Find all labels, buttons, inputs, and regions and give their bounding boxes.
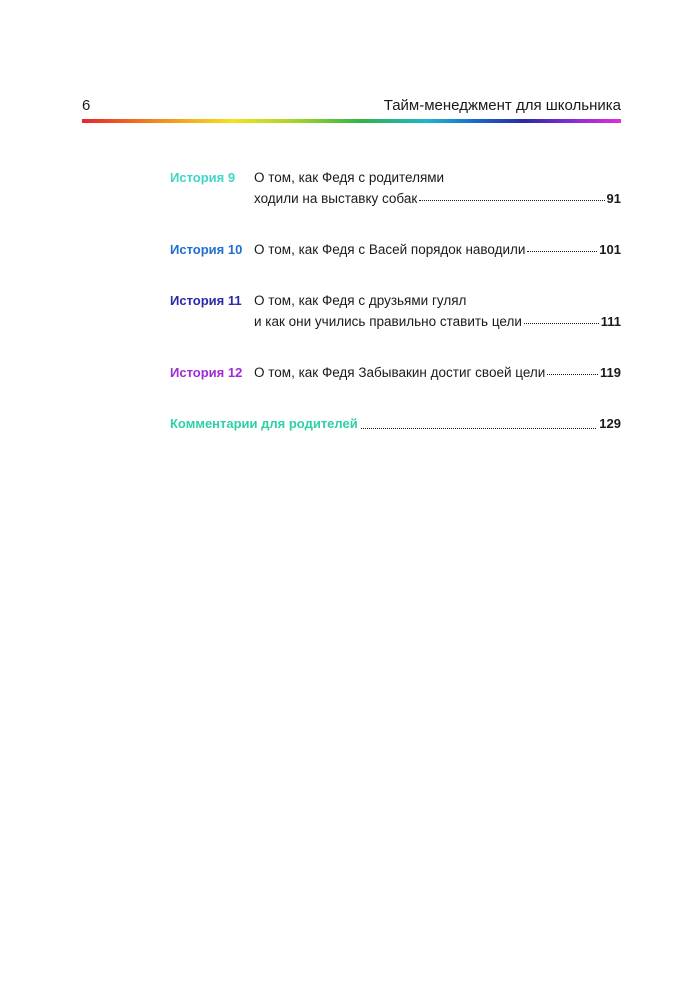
toc-entry-title: О том, как Федя с друзьями гулял <box>254 293 467 308</box>
toc-entry-label: История 12 <box>170 365 243 380</box>
toc-page-number: 119 <box>600 365 621 380</box>
toc-entry-line <box>254 167 621 188</box>
toc-entry-line <box>254 239 621 260</box>
toc-entry-comments[interactable] <box>170 413 621 434</box>
page-number: 6 <box>82 97 91 114</box>
toc-page-number: 101 <box>599 242 621 257</box>
toc-entry-label: История 10 <box>170 242 243 257</box>
table-of-contents <box>170 167 621 434</box>
toc-entry-line <box>254 311 621 332</box>
toc-entry-title: О том, как Федя с родителями <box>254 170 445 185</box>
leader-dots <box>361 427 597 429</box>
toc-entry-line <box>254 290 621 311</box>
toc-entry-title: О том, как Федя с Васей порядок наводили <box>254 242 526 257</box>
toc-entry-label: История 11 <box>170 293 242 308</box>
toc-entry-label: История 9 <box>170 170 236 185</box>
toc-entry-story-11[interactable] <box>170 290 621 332</box>
leader-dots <box>527 250 597 252</box>
toc-page-number: 129 <box>599 416 621 431</box>
toc-entry-line <box>254 362 621 383</box>
toc-entry-story-12[interactable] <box>170 362 621 383</box>
leader-dots <box>547 373 598 375</box>
toc-entry-line <box>254 188 621 209</box>
toc-page-number: 111 <box>600 314 621 329</box>
running-title: Тайм-менеджмент для школьника <box>383 97 621 114</box>
leader-dots <box>524 322 599 324</box>
toc-entry-story-10[interactable] <box>170 239 621 260</box>
toc-entry-story-9[interactable] <box>170 167 621 209</box>
toc-entry-title: ходили на выставку собак <box>254 191 418 206</box>
toc-entry-label: Комментарии для родителей <box>170 416 358 431</box>
rainbow-divider <box>82 119 621 123</box>
toc-entry-title: и как они учились правильно ставить цели <box>254 314 522 329</box>
toc-entry-title: О том, как Федя Забывакин достиг своей цели <box>254 365 546 380</box>
toc-page-number: 91 <box>606 191 621 206</box>
page-header <box>82 96 621 118</box>
leader-dots <box>419 199 604 201</box>
